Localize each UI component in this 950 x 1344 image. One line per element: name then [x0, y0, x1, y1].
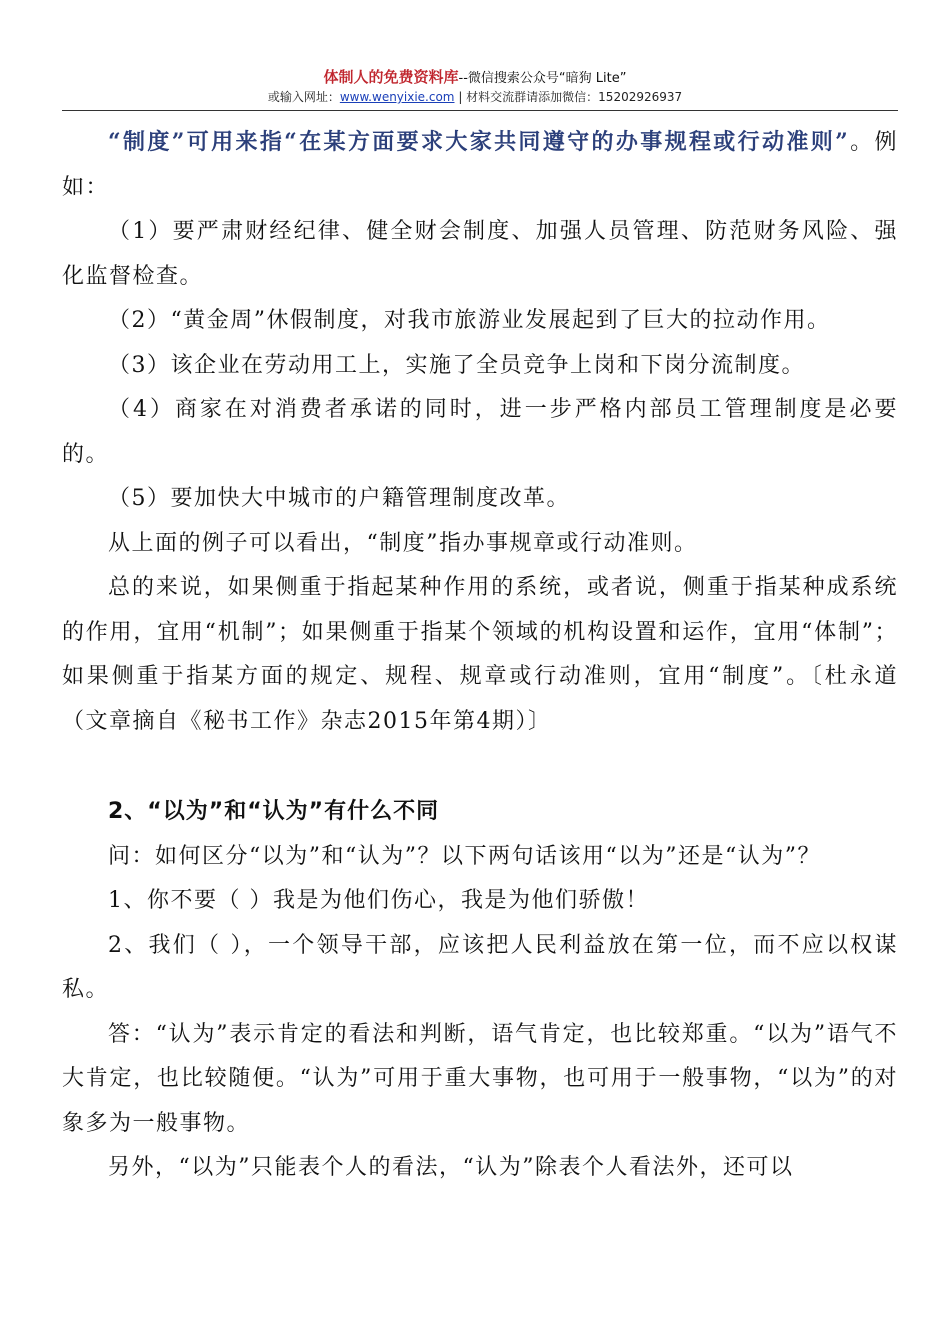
- document-body: [62, 120, 898, 1191]
- question-paragraph: 问：如何区分“以为”和“认为”？以下两句话该用“以为”还是“认为”？: [108, 843, 821, 869]
- brand-name: 体制人的免费资料库: [323, 68, 459, 86]
- question-sentence-1: 1、你不要（ ）我是为他们伤心，我是为他们骄傲！: [108, 888, 649, 913]
- section-spacer: [62, 744, 898, 790]
- page-header: [0, 68, 950, 106]
- intro-tail: 。例如：: [62, 130, 898, 200]
- example-5: （5）要加快大中城市的户籍管理制度改革。: [108, 486, 570, 511]
- header-line-1: [0, 68, 950, 88]
- contact-info: | 材料交流群请添加微信：15202926937: [454, 90, 683, 104]
- example-2: （2）“黄金周”休假制度，对我市旅游业发展起到了巨大的拉动作用。: [108, 308, 831, 333]
- summary-paragraph-1: 从上面的例子可以看出，“制度”指办事规章或行动准则。: [108, 530, 698, 556]
- section-heading: 2、“以为”和“认为”有什么不同: [108, 799, 440, 824]
- intro-paragraph: [62, 120, 898, 210]
- website-link[interactable]: www.wenyixie.com: [339, 90, 455, 104]
- summary-paragraph-2: 总的来说，如果侧重于指起某种作用的系统，或者说，侧重于指某种成系统的作用，宜用“机制”；如果侧重于指某个领域的机构设置和运作，宜用“体制”；如果侧重于指某方面的规定、规程、规章或行动准则，宜用“制度”。〔杜永道（文章摘自《秘书工作》杂志2015年第4期）〕: [62, 575, 898, 734]
- example-1: （1）要严肃财经纪律、健全财会制度、加强人员管理、防范财务风险、强化监督检查。: [62, 219, 898, 289]
- url-prefix: 或输入网址：: [267, 90, 340, 104]
- intro-definition: “制度”可用来指“在某方面要求大家共同遵守的办事规程或行动准则”: [108, 129, 850, 155]
- question-sentence-2: 2、我们（ ），一个领导干部，应该把人民利益放在第一位，而不应以权谋私。: [62, 932, 898, 1002]
- header-line-2: [0, 88, 950, 106]
- extra-paragraph: 另外，“以为”只能表个人的看法，“认为”除表个人看法外，还可以: [108, 1155, 794, 1180]
- example-4: （4）商家在对消费者承诺的同时，进一步严格内部员工管理制度是必要的。: [62, 397, 898, 467]
- answer-paragraph: 答：“认为”表示肯定的看法和判断，语气肯定，也比较郑重。“以为”语气不大肯定，也比较随便。“认为”可用于重大事物，也可用于一般事物，“以为”的对象多为一般事物。: [62, 1021, 898, 1136]
- header-tagline: --微信搜索公众号“暗狗 Lite”: [458, 71, 627, 86]
- header-divider: [62, 110, 898, 111]
- example-3: （3）该企业在劳动用工上，实施了全员竞争上岗和下岗分流制度。: [108, 352, 805, 378]
